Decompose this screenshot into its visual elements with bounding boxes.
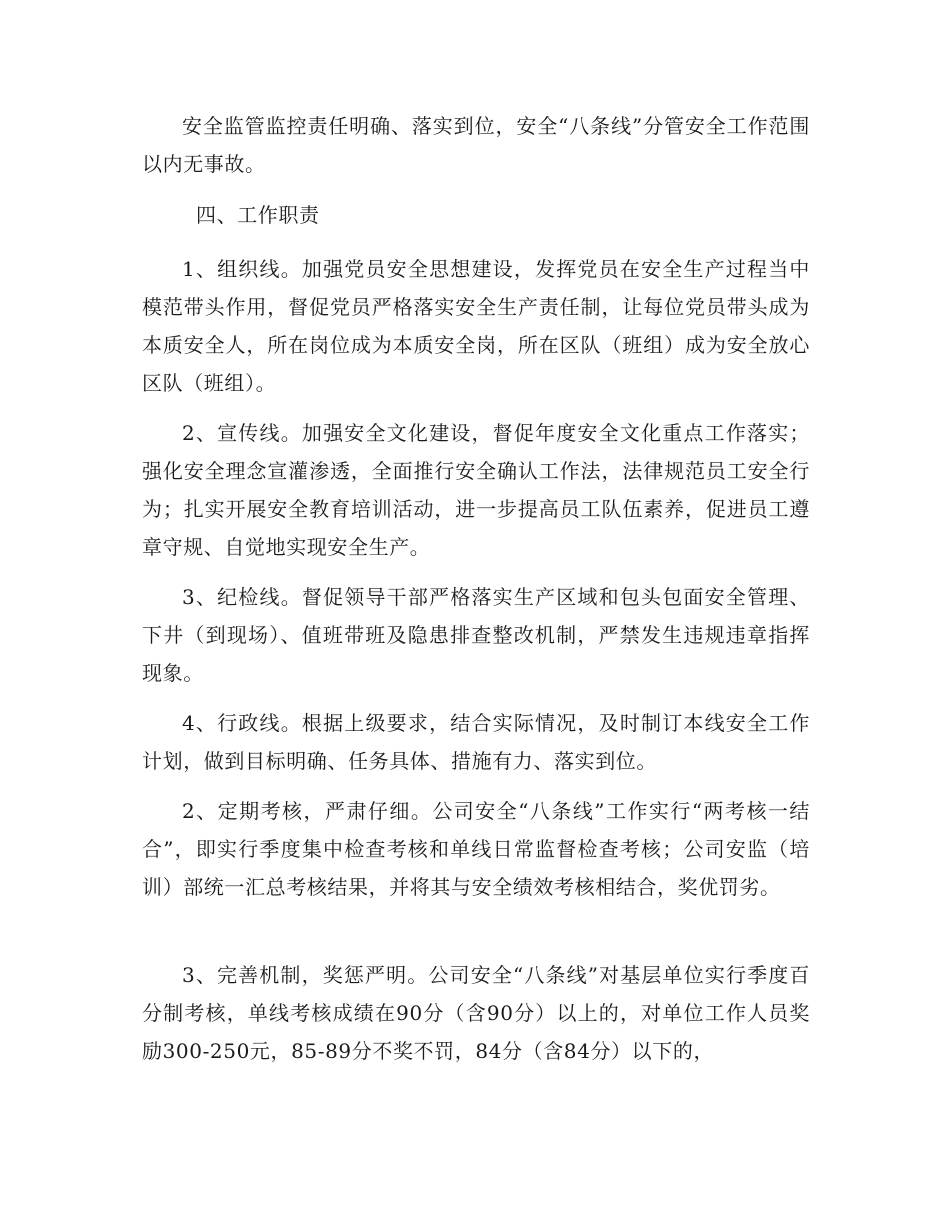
paragraph-discipline-line: 3、纪检线。督促领导干部严格落实生产区域和包头包面安全管理、下井（到现场）、值班带班及隐患排查整改机制，严禁发生违规违章指挥现象。 xyxy=(142,585,810,685)
paragraph-publicity-line: 2、宣传线。加强安全文化建设，督促年度安全文化重点工作落实；强化安全理念宣灌渗透，全面推行安全确认工作法，法律规范员工安全行为；扎实开展安全教育培训活动，进一步提高员工队伍素养，促进员工遵章守规、自觉地实现安全生产。 xyxy=(142,421,810,559)
paragraph-administration-line: 4、行政线。根据上级要求，结合实际情况，及时制订本线安全工作计划，做到目标明确、任务具体、措施有力、落实到位。 xyxy=(142,711,810,773)
paragraph-organization-line: 1、组织线。加强党员安全思想建设，发挥党员在安全生产过程当中模范带头作用，督促党员严格落实安全生产责任制，让每位党员带头成为本质安全人，所在岗位成为本质安全岗，所在区队（班组）成为安全放心区队（班组）。 xyxy=(142,257,810,395)
paragraph-safety-responsibility: 安全监管监控责任明确、落实到位，安全“八条线”分管安全工作范围以内无事故。 xyxy=(142,114,810,176)
paragraph-regular-assessment: 2、定期考核，严肃仔细。公司安全“八条线”工作实行“两考核一结合”，即实行季度集中检查考核和单线日常监督检查考核；公司安监（培训）部统一汇总考核结果，并将其与安全绩效考核相结合，奖优罚劣。 xyxy=(142,799,810,899)
section-heading-work-duties: 四、工作职责 xyxy=(196,203,320,227)
paragraph-improve-mechanism: 3、完善机制，奖惩严明。公司安全“八条线”对基层单位实行季度百分制考核，单线考核成绩在90分（含90分）以上的，对单位工作人员奖励300-250元，85-89分不奖不罚，84分（含84分）以下的， xyxy=(142,963,810,1063)
